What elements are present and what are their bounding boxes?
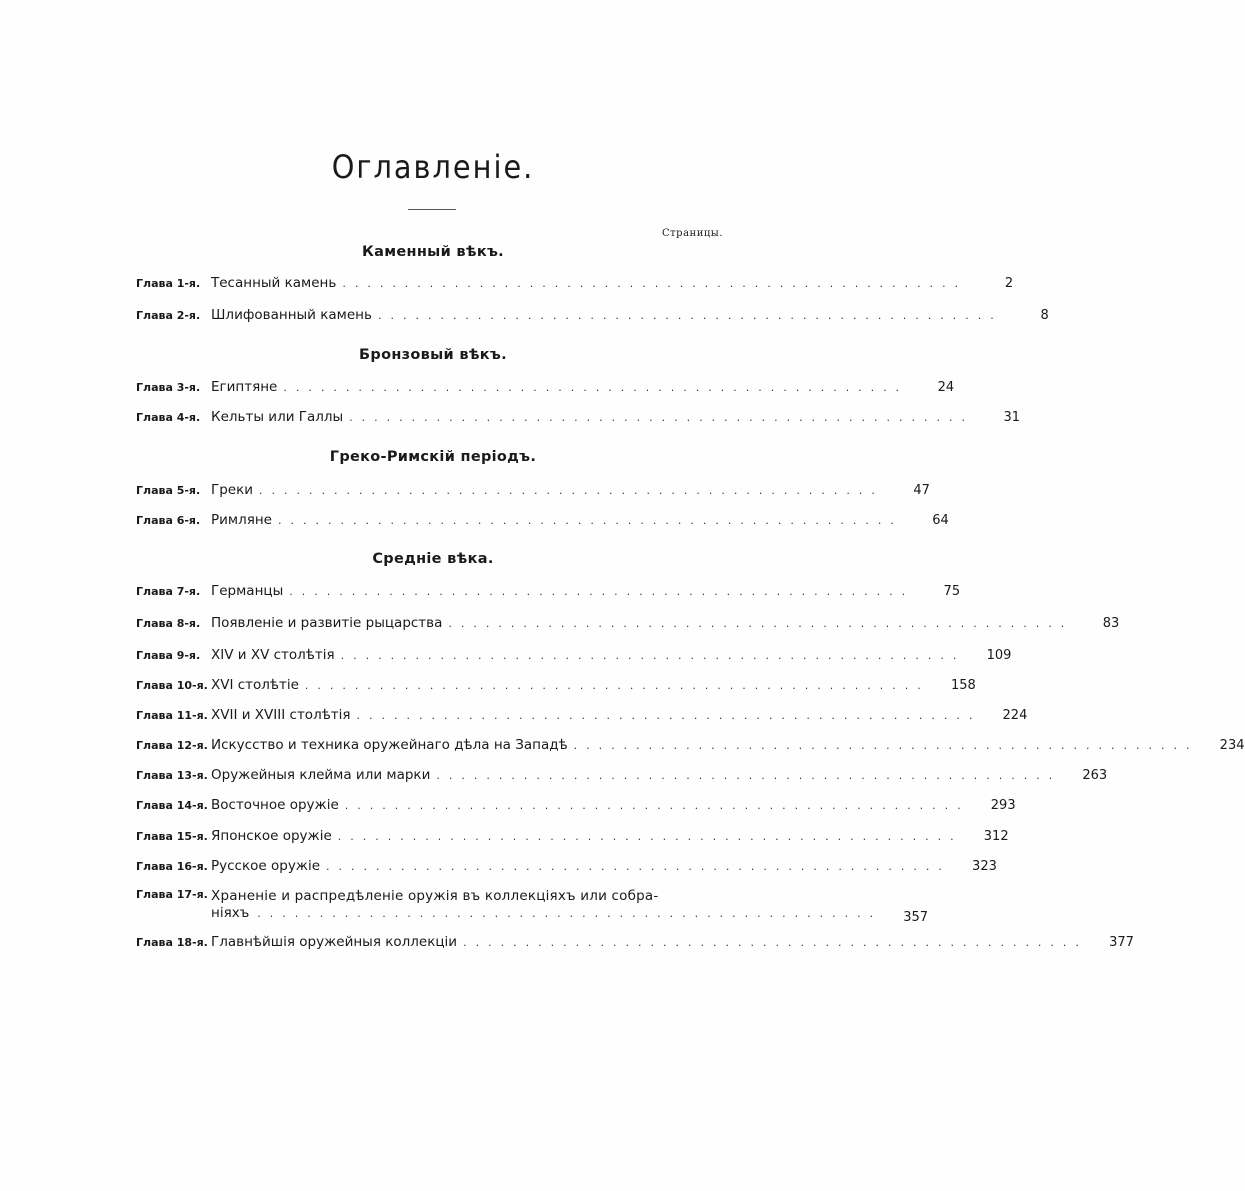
leader-dots: .................................................. [340, 649, 966, 662]
chapter-title: Появленіе и развитіе рыцарства [211, 615, 443, 631]
chapter-number: Глава 10-я. [136, 679, 208, 692]
chapter-number: Глава 8-я. [136, 617, 201, 630]
page-title: Оглавленіе. [331, 148, 535, 186]
chapter-title-continuation: ніяхъ [211, 905, 250, 921]
chapter-page: 312 [983, 829, 1009, 844]
chapter-title: XVI столѣтіе [211, 677, 299, 693]
section-heading: Греко-Римскій періодъ. [329, 449, 537, 465]
chapter-number: Глава 17-я. [136, 888, 208, 901]
leader-dots: .................................................. [277, 514, 903, 527]
toc-entry[interactable] [136, 888, 929, 928]
toc-entry[interactable] [136, 482, 930, 502]
toc-entry[interactable] [136, 615, 1120, 635]
leader-dots: .................................................. [304, 679, 930, 692]
chapter-page: 357 [903, 910, 929, 925]
chapter-page: 24 [937, 380, 955, 395]
chapter-number: Глава 12-я. [136, 739, 208, 752]
chapter-number: Глава 5-я. [136, 484, 201, 497]
toc-entry[interactable] [136, 934, 1134, 954]
leader-dots: .................................................. [342, 277, 968, 290]
toc-entry[interactable] [136, 275, 1014, 295]
chapter-number: Глава 18-я. [136, 936, 208, 949]
chapter-page: 8 [1040, 308, 1049, 323]
chapter-title: Греки [211, 482, 254, 498]
chapter-title: Кельты или Галлы [211, 409, 344, 425]
chapter-number: Глава 4-я. [136, 411, 201, 424]
chapter-number: Глава 15-я. [136, 830, 208, 843]
chapter-title: Японское оружіе [211, 828, 332, 844]
chapter-title: Храненіе и распредѣленіе оружія въ коллекціяхъ или собра- [211, 888, 659, 904]
leader-dots: .................................................. [344, 799, 970, 812]
toc-entry[interactable] [136, 828, 1009, 848]
chapter-page: 75 [943, 584, 961, 599]
toc-entry[interactable] [136, 737, 1245, 757]
chapter-page: 2 [1004, 276, 1014, 291]
chapter-number: Глава 14-я. [136, 799, 208, 812]
chapter-title: Главнѣйшія оружейныя коллекціи [211, 934, 458, 950]
leader-dots: .................................................. [377, 309, 1003, 322]
chapter-title: Шлифованный камень [211, 307, 372, 323]
leader-dots: .................................................. [463, 936, 1088, 949]
pages-column-header: Страницы. [662, 228, 723, 239]
chapter-title-continuation-line [211, 905, 888, 921]
chapter-page: 31 [1003, 410, 1021, 425]
section-heading: Каменный вѣкъ. [362, 244, 504, 260]
toc-entry[interactable] [136, 307, 1049, 327]
toc-entry[interactable] [136, 707, 1028, 727]
chapter-title: Русское оружіе [211, 858, 321, 874]
chapter-page: 323 [972, 859, 997, 874]
toc-entry[interactable] [136, 767, 1108, 787]
chapter-page: 293 [990, 798, 1016, 813]
chapter-title: Искусство и техника оружейнаго дѣла на Западѣ [211, 737, 568, 753]
toc-entry[interactable] [136, 677, 976, 697]
chapter-number: Глава 2-я. [136, 309, 201, 322]
chapter-page: 377 [1109, 935, 1134, 950]
chapter-title: Восточное оружіе [211, 797, 339, 813]
toc-entry[interactable] [136, 647, 1012, 667]
chapter-page: 64 [932, 513, 949, 528]
leader-dots: .................................................. [337, 830, 963, 843]
toc-entry[interactable] [136, 583, 961, 603]
chapter-title: XIV и XV столѣтія [211, 647, 335, 663]
chapter-title: XVII и XVIII столѣтія [211, 707, 351, 723]
chapter-page: 234 [1219, 738, 1245, 753]
leader-dots: .................................................. [349, 411, 975, 424]
leader-dots: .................................................. [326, 860, 951, 873]
leader-dots: .................................................. [283, 381, 909, 394]
chapter-title: Оружейныя клейма или марки [211, 767, 431, 783]
leader-dots: .................................................. [289, 585, 915, 598]
leader-dots: .................................................. [573, 739, 1199, 752]
section-heading: Средніе вѣка. [372, 551, 494, 567]
chapter-title-block [211, 888, 888, 921]
leader-dots: .................................................. [436, 769, 1062, 782]
chapter-title: Германцы [211, 583, 284, 599]
leader-dots: .................................................. [448, 617, 1074, 630]
title-divider [408, 209, 456, 210]
toc-entry[interactable] [136, 858, 997, 878]
chapter-number: Глава 3-я. [136, 381, 201, 394]
chapter-page: 109 [986, 648, 1012, 663]
chapter-number: Глава 16-я. [136, 860, 208, 873]
chapter-title: Египтяне [211, 379, 278, 395]
chapter-page: 158 [950, 678, 976, 693]
chapter-number: Глава 6-я. [136, 514, 201, 527]
chapter-page: 47 [913, 483, 930, 498]
section-heading: Бронзовый вѣкъ. [359, 347, 507, 363]
chapter-title: Тесанный камень [211, 275, 337, 291]
chapter-page: 263 [1082, 768, 1108, 783]
toc-entry[interactable] [136, 512, 949, 532]
chapter-number: Глава 11-я. [136, 709, 208, 722]
chapter-number: Глава 7-я. [136, 585, 201, 598]
toc-entry[interactable] [136, 379, 955, 399]
toc-entry[interactable] [136, 409, 1021, 429]
chapter-number: Глава 13-я. [136, 769, 208, 782]
leader-dots: .................................................. [259, 484, 884, 497]
chapter-page: 224 [1002, 708, 1028, 723]
chapter-number: Глава 9-я. [136, 649, 201, 662]
leader-dots: .................................................. [356, 709, 982, 722]
chapter-number: Глава 1-я. [136, 277, 201, 290]
leader-dots: .................................................. [257, 907, 883, 920]
chapter-title: Римляне [211, 512, 272, 528]
toc-entry[interactable] [136, 797, 1016, 817]
chapter-page: 83 [1102, 616, 1120, 631]
